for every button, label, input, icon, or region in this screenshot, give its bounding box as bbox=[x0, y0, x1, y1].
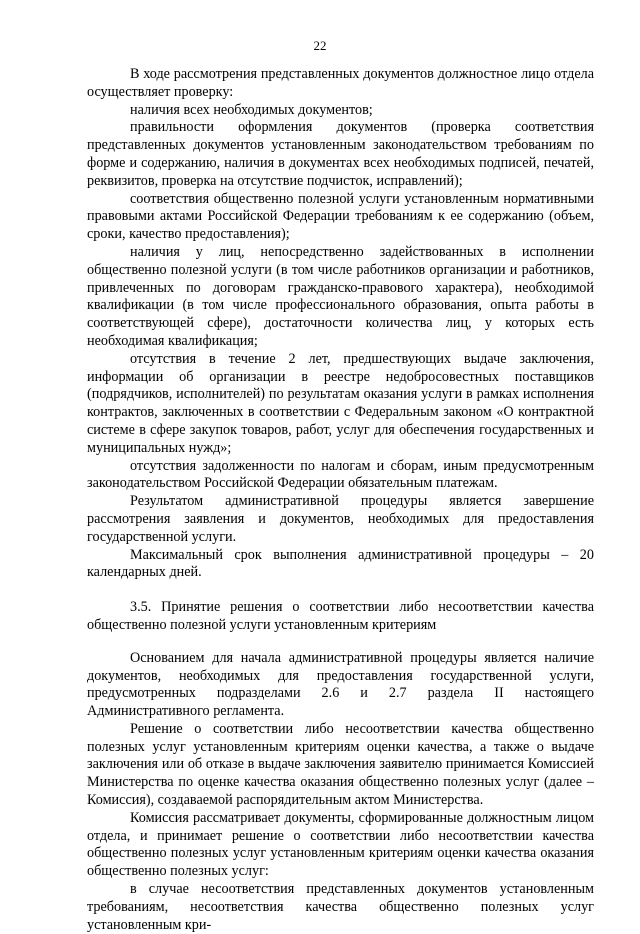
paragraph: отсутствия в течение 2 лет, предшествующих выдаче заключения, информации об организации в реестре недобросовестных поставщиков (подрядчиков, исполнителей) по результатам оказания услуги в рамках исполнения контрактов, заключенных в соответствии с Федеральным законом «О контрактной системе в сфере закупок товаров, работ, услуг для обеспечения государственных и муниципальных нужд»; bbox=[87, 350, 594, 456]
page-number: 22 bbox=[313, 38, 327, 53]
paragraph: в случае несоответствия представленных документов установленным требованиям, несоответствия качества общественно полезных услуг установленным кри- bbox=[87, 881, 594, 933]
document-body bbox=[87, 66, 594, 934]
paragraph: Комиссия рассматривает документы, сформированные должностным лицом отдела, и принимает решение о соответствии либо несоответствии качества общественно полезных услуг установленным критериям оценки качества оказания общественно полезных услуг: bbox=[87, 809, 594, 880]
section-heading: 3.5. Принятие решения о соответствии либо несоответствии качества общественно полезной услуги установленным критериям bbox=[87, 599, 594, 633]
paragraph: Результатом административной процедуры является завершение рассмотрения заявления и документов, необходимых для предоставления государственной услуги. bbox=[87, 493, 594, 545]
paragraph: наличия всех необходимых документов; bbox=[130, 101, 373, 118]
paragraph: наличия у лиц, непосредственно задействованных в исполнении общественно полезной услуги (в том числе работников организации и работников, привлеченных по договорам гражданско-правового характера), необходимой квалификации (в том числе профессионального образования, опыта работы в соответствующей сфере), достаточности количества лиц, у которых есть необходимая квалификация; bbox=[87, 243, 594, 349]
paragraph: Максимальный срок выполнения административной процедуры – 20 календарных дней. bbox=[87, 546, 594, 581]
paragraph: В ходе рассмотрения представленных документов должностное лицо отдела осуществляет проверку: bbox=[87, 66, 594, 100]
paragraph: отсутствия задолженности по налогам и сборам, иным предусмотренным законодательством Российской Федерации обязательным платежам. bbox=[87, 457, 594, 492]
paragraph: правильности оформления документов (проверка соответствия представленных документов установленным законодательством требованиям по форме и содержанию, наличия в документах всех необходимых подписей, печатей, реквизитов, проверка на отсутствие подчисток, исправлений); bbox=[87, 119, 594, 189]
paragraph: Решение о соответствии либо несоответствии качества общественно полезных услуг установленным критериям оценки качества, а также о выдаче заключения или об отказе в выдаче заключения заявителю принимается Комиссией Министерства по оценке качества оказания общественно полезных услуг (далее – Комиссия), создаваемой распорядительным актом Министерства. bbox=[87, 720, 594, 809]
paragraph: Основанием для начала административной процедуры является наличие документов, необходимых для предоставления государственной услуги, предусмотренных подразделами 2.6 и 2.7 раздела II настоящего Административного регламента. bbox=[87, 649, 594, 720]
paragraph: соответствия общественно полезной услуги установленным нормативными правовыми актами Российской Федерации требованиям к ее содержанию (объем, сроки, качество предоставления); bbox=[87, 190, 594, 243]
